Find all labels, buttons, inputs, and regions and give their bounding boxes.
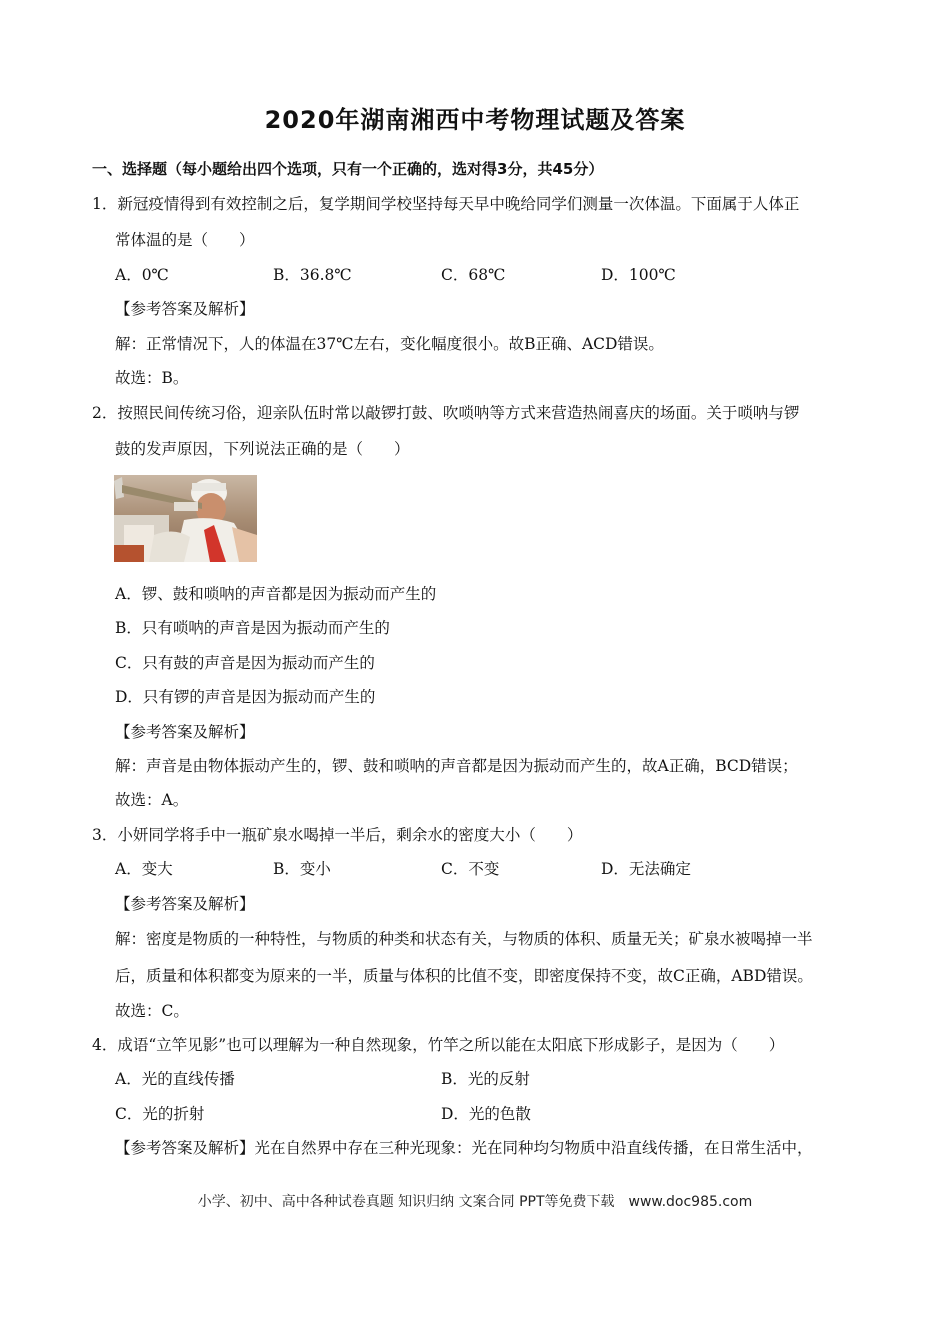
question-2-stem-line-1: 2．按照民间传统习俗，迎亲队伍时常以敲锣打鼓、吹唢呐等方式来营造热闹喜庆的场面。关于唢呐与锣	[92, 404, 800, 422]
question-4-option-b: B．光的反射	[441, 1070, 530, 1088]
question-3-solution-line-2: 后，质量和体积都变为原来的一半，质量与体积的比值不变，即密度保持不变，故C正确，ABD错误。	[115, 967, 813, 985]
question-3-stem: 3．小妍同学将手中一瓶矿泉水喝掉一半后，剩余水的密度大小（ ）	[92, 826, 583, 844]
question-4-answer-label: 【参考答案及解析】	[115, 1139, 255, 1157]
question-2-option-a: A．锣、鼓和唢呐的声音都是因为振动而产生的	[115, 585, 437, 603]
question-2-answer-label: 【参考答案及解析】	[115, 723, 255, 741]
question-3-solution-line-1: 解：密度是物质的一种特性，与物质的种类和状态有关，与物质的体积、质量无关；矿泉水被喝掉一半	[115, 930, 813, 948]
question-4-option-d: D．光的色散	[441, 1105, 531, 1123]
question-2-choice: 故选：A。	[115, 791, 189, 809]
question-4-stem: 4．成语“立竿见影”也可以理解为一种自然现象，竹竿之所以能在太阳底下形成影子，是因为（ ）	[92, 1036, 785, 1054]
question-1-choice: 故选：B。	[115, 369, 189, 387]
question-4-option-a: A．光的直线传播	[115, 1070, 235, 1088]
question-1-answer-label: 【参考答案及解析】	[115, 300, 255, 318]
question-1-option-a: A．0℃	[115, 266, 169, 284]
question-1-stem-line-1: 1．新冠疫情得到有效控制之后，复学期间学校坚持每天早中晚给同学们测量一次体温。下面属于人体正	[92, 195, 800, 213]
question-4-option-c: C．光的折射	[115, 1105, 205, 1123]
question-1-option-b: B．36.8℃	[273, 266, 352, 284]
footer-text: 小学、初中、高中各种试卷真题 知识归纳 文案合同 PPT等免费下载 www.doc985.com	[197, 1194, 753, 1210]
question-3-answer-label: 【参考答案及解析】	[115, 895, 255, 913]
page-title: 2020年湖南湘西中考物理试题及答案	[264, 106, 686, 134]
question-2-stem-line-2: 鼓的发声原因，下列说法正确的是（ ）	[115, 440, 410, 458]
question-1-option-d: D．100℃	[601, 266, 676, 284]
question-3-option-a: A．变大	[115, 860, 173, 878]
question-2-option-b: B．只有唢呐的声音是因为振动而产生的	[115, 619, 390, 637]
question-4-answer-line	[115, 1138, 813, 1158]
question-2-solution: 解：声音是由物体振动产生的，锣、鼓和唢呐的声音都是因为振动而产生的，故A正确，BCD错误；	[115, 757, 798, 775]
question-1-solution: 解：正常情况下，人的体温在37℃左右，变化幅度很小。故B正确、ACD错误。	[115, 335, 664, 353]
question-3-option-d: D．无法确定	[601, 860, 691, 878]
suona-player-photo	[114, 475, 257, 562]
question-1-option-c: C．68℃	[441, 266, 506, 284]
section-header: 一、选择题（每小题给出四个选项，只有一个正确的，选对得3分，共45分）	[92, 160, 604, 178]
question-3-option-b: B．变小	[273, 860, 331, 878]
question-1-stem-line-2: 常体温的是（ ）	[115, 231, 255, 249]
question-2-option-c: C．只有鼓的声音是因为振动而产生的	[115, 654, 375, 672]
question-4-solution: 光在自然界中存在三种光现象：光在同种均匀物质中沿直线传播，在日常生活中，	[254, 1139, 813, 1157]
question-3-option-c: C．不变	[441, 860, 500, 878]
question-3-choice: 故选：C。	[115, 1002, 189, 1020]
question-2-option-d: D．只有锣的声音是因为振动而产生的	[115, 688, 376, 706]
